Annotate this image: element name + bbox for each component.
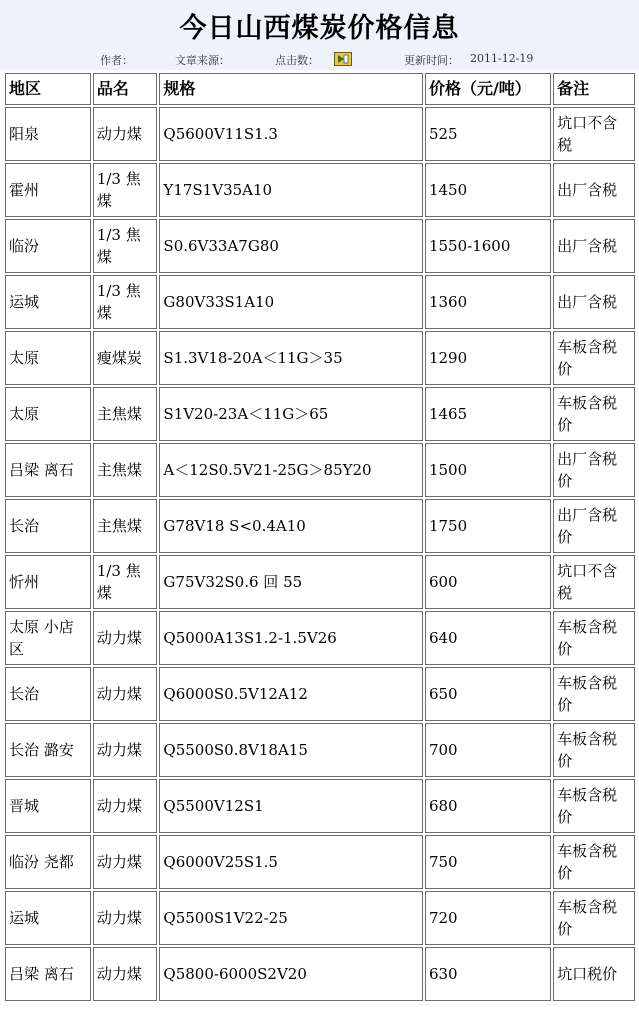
column-header: 品名 — [93, 73, 158, 105]
product-cell: 动力煤 — [93, 107, 158, 161]
region-cell: 临汾 — [5, 219, 91, 273]
note-cell: 出厂含税价 — [553, 499, 635, 553]
table-row — [5, 611, 635, 665]
page-title: 今日山西煤炭价格信息 — [179, 13, 460, 44]
price-cell: 1450 — [425, 163, 551, 217]
region-cell: 太原 — [5, 331, 91, 385]
region-cell: 长治 — [5, 667, 91, 721]
note-cell: 出厂含税价 — [553, 443, 635, 497]
spec-cell: Q5500S0.8V18A15 — [159, 723, 423, 777]
product-cell: 主焦煤 — [93, 499, 158, 553]
hits-label: 点击数： — [275, 54, 319, 67]
product-cell: 动力煤 — [93, 611, 158, 665]
price-cell: 1750 — [425, 499, 551, 553]
spec-cell: S0.6V33A7G80 — [159, 219, 423, 273]
table-row — [5, 779, 635, 833]
region-cell: 吕梁 离石 — [5, 443, 91, 497]
table-row — [5, 443, 635, 497]
table-row — [5, 275, 635, 329]
price-cell: 1500 — [425, 443, 551, 497]
table-row — [5, 331, 635, 385]
note-cell: 车板含税价 — [553, 779, 635, 833]
product-cell: 主焦煤 — [93, 443, 158, 497]
table-row — [5, 835, 635, 889]
region-cell: 临汾 尧都 — [5, 835, 91, 889]
note-cell: 车板含税价 — [553, 667, 635, 721]
note-cell: 坑口不含税 — [553, 555, 635, 609]
note-cell: 车板含税价 — [553, 331, 635, 385]
product-cell: 1/3 焦煤 — [93, 275, 158, 329]
region-cell: 霍州 — [5, 163, 91, 217]
table-row — [5, 723, 635, 777]
product-cell: 1/3 焦煤 — [93, 163, 158, 217]
updated-value: 2011-12-19 — [470, 52, 534, 65]
note-cell: 车板含税价 — [553, 835, 635, 889]
note-cell: 出厂含税 — [553, 163, 635, 217]
column-header: 规格 — [159, 73, 423, 105]
updated-label: 更新时间： — [404, 54, 459, 67]
author-label: 作者： — [100, 54, 133, 67]
price-cell: 640 — [425, 611, 551, 665]
region-cell: 运城 — [5, 891, 91, 945]
price-cell: 680 — [425, 779, 551, 833]
price-cell: 1550-1600 — [425, 219, 551, 273]
spec-cell: A＜12S0.5V21-25G＞85Y20 — [159, 443, 423, 497]
product-cell: 主焦煤 — [93, 387, 158, 441]
price-cell: 1465 — [425, 387, 551, 441]
region-cell: 运城 — [5, 275, 91, 329]
price-cell: 1290 — [425, 331, 551, 385]
column-header: 地区 — [5, 73, 91, 105]
region-cell: 太原 小店区 — [5, 611, 91, 665]
product-cell: 动力煤 — [93, 779, 158, 833]
region-cell: 晋城 — [5, 779, 91, 833]
region-cell: 阳泉 — [5, 107, 91, 161]
table-header-row — [5, 73, 635, 105]
spec-cell: Q5500V12S1 — [159, 779, 423, 833]
spec-cell: G75V32S0.6 回 55 — [159, 555, 423, 609]
note-cell: 车板含税价 — [553, 387, 635, 441]
note-cell: 坑口不含税 — [553, 107, 635, 161]
product-cell: 动力煤 — [93, 667, 158, 721]
table-row — [5, 219, 635, 273]
price-table — [3, 71, 637, 1003]
price-cell: 720 — [425, 891, 551, 945]
note-cell: 车板含税价 — [553, 611, 635, 665]
price-cell: 525 — [425, 107, 551, 161]
spec-cell: Q5800-6000S2V20 — [159, 947, 423, 1001]
product-cell: 瘦煤炭 — [93, 331, 158, 385]
hits-counter — [334, 52, 348, 65]
region-cell: 太原 — [5, 387, 91, 441]
spec-cell: Q6000V25S1.5 — [159, 835, 423, 889]
table-row — [5, 667, 635, 721]
price-cell: 650 — [425, 667, 551, 721]
spec-cell: G78V18 S<0.4A10 — [159, 499, 423, 553]
region-cell: 长治 — [5, 499, 91, 553]
product-cell: 动力煤 — [93, 723, 158, 777]
price-cell: 600 — [425, 555, 551, 609]
spec-cell: Q6000S0.5V12A12 — [159, 667, 423, 721]
product-cell: 动力煤 — [93, 891, 158, 945]
table-row — [5, 891, 635, 945]
table-row — [5, 947, 635, 1001]
region-cell: 忻州 — [5, 555, 91, 609]
region-cell: 吕梁 离石 — [5, 947, 91, 1001]
price-cell: 750 — [425, 835, 551, 889]
product-cell: 1/3 焦煤 — [93, 219, 158, 273]
table-row — [5, 555, 635, 609]
region-cell: 长治 潞安 — [5, 723, 91, 777]
note-cell: 出厂含税 — [553, 219, 635, 273]
product-cell: 动力煤 — [93, 947, 158, 1001]
article-meta — [0, 52, 639, 68]
product-cell: 动力煤 — [93, 835, 158, 889]
spec-cell: G80V33S1A10 — [159, 275, 423, 329]
price-cell: 630 — [425, 947, 551, 1001]
product-cell: 1/3 焦煤 — [93, 555, 158, 609]
spec-cell: Q5000A13S1.2-1.5V26 — [159, 611, 423, 665]
table-row — [5, 387, 635, 441]
table-row — [5, 163, 635, 217]
spec-cell: S1V20-23A＜11G＞65 — [159, 387, 423, 441]
spec-cell: Y17S1V35A10 — [159, 163, 423, 217]
note-cell: 坑口税价 — [553, 947, 635, 1001]
note-cell: 车板含税价 — [553, 891, 635, 945]
source-label: 文章来源： — [175, 54, 230, 67]
page-header — [0, 0, 639, 70]
spec-cell: Q5600V11S1.3 — [159, 107, 423, 161]
table-row — [5, 499, 635, 553]
column-header: 备注 — [553, 73, 635, 105]
spec-cell: Q5500S1V22-25 — [159, 891, 423, 945]
table-row — [5, 107, 635, 161]
note-cell: 出厂含税 — [553, 275, 635, 329]
price-cell: 700 — [425, 723, 551, 777]
note-cell: 车板含税价 — [553, 723, 635, 777]
price-cell: 1360 — [425, 275, 551, 329]
spec-cell: S1.3V18-20A＜11G＞35 — [159, 331, 423, 385]
column-header: 价格（元/吨） — [425, 73, 551, 105]
page-icon — [334, 52, 352, 66]
